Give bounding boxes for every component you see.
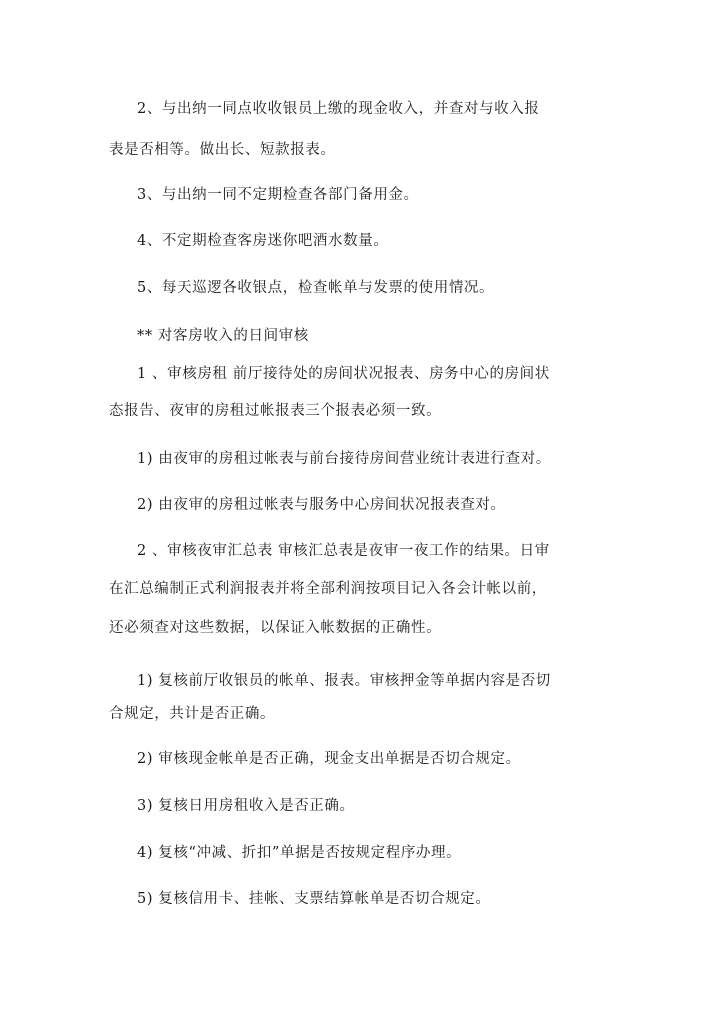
- list-item-continuation: 合规定，共计是否正确。: [109, 706, 276, 722]
- list-item: 2) 审核现金帐单是否正确，现金支出单据是否切合规定。: [137, 751, 521, 767]
- list-item: 5) 复核信用卡、挂帐、支票结算帐单是否切合规定。: [137, 891, 491, 907]
- paragraph-line: 2 、审核夜审汇总表 审核汇总表是夜审一夜工作的结果。日审: [137, 543, 550, 559]
- paragraph-line: 3、与出纳一同不定期检查各部门备用金。: [137, 187, 419, 203]
- paragraph-line: 5、每天巡逻各收银点，检查帐单与发票的使用情况。: [137, 280, 495, 296]
- paragraph-line: 2、与出纳一同点收收银员上缴的现金收入，并查对与收入报: [137, 101, 540, 117]
- paragraph-line: 在汇总编制正式利润报表并将全部利润按项目记入各会计帐以前，: [109, 581, 547, 597]
- section-heading: ** 对客房收入的日间审核: [137, 328, 309, 344]
- paragraph-line: 态报告、夜审的房租过帐报表三个报表必须一致。: [109, 403, 442, 419]
- list-item: 4) 复核“冲减、折扣”单据是否按规定程序办理。: [137, 845, 462, 861]
- paragraph-line: 表是否相等。做出长、短款报表。: [109, 142, 336, 158]
- list-item: 2) 由夜审的房租过帐表与服务中心房间状况报表查对。: [137, 497, 506, 513]
- paragraph-line: 还必须查对这些数据，以保证入帐数据的正确性。: [109, 620, 442, 636]
- paragraph-line: 4、不定期检查客房迷你吧酒水数量。: [137, 233, 389, 249]
- paragraph-line: 1 、审核房租 前厅接待处的房间状况报表、房务中心的房间状: [137, 366, 550, 382]
- list-item: 3) 复核日用房租收入是否正确。: [137, 798, 355, 814]
- list-item: 1) 由夜审的房租过帐表与前台接待房间营业统计表进行查对。: [137, 451, 551, 467]
- list-item: 1) 复核前厅收银员的帐单、报表。审核押金等单据内容是否切: [137, 673, 551, 689]
